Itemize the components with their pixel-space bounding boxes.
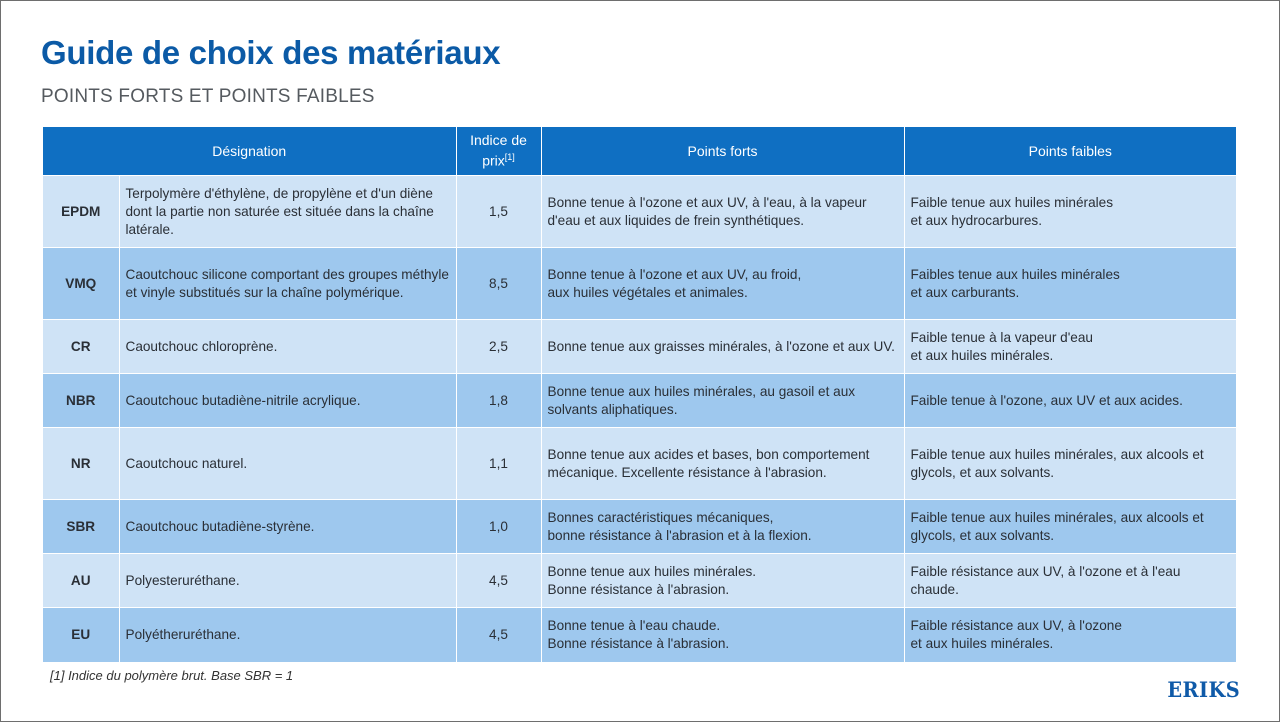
price-index-value: 4,5	[456, 554, 541, 608]
table-row	[43, 374, 1236, 428]
table-row	[43, 608, 1236, 662]
weaknesses-text: Faible résistance aux UV, à l'ozone et à l'eau chaude.	[904, 554, 1236, 608]
strengths-text: Bonne tenue aux graisses minérales, à l'ozone et aux UV.	[541, 320, 904, 374]
material-description: Polyesteruréthane.	[119, 554, 456, 608]
material-description: Caoutchouc butadiène-nitrile acrylique.	[119, 374, 456, 428]
header-weaknesses: Points faibles	[904, 127, 1236, 176]
materials-table	[43, 127, 1236, 662]
table-body	[43, 176, 1236, 662]
material-description: Polyétheruréthane.	[119, 608, 456, 662]
material-code: VMQ	[43, 248, 119, 320]
material-code: EU	[43, 608, 119, 662]
header-price-index-label: Indice de prix	[470, 132, 527, 169]
material-code: CR	[43, 320, 119, 374]
material-code: NBR	[43, 374, 119, 428]
material-description: Caoutchouc naturel.	[119, 428, 456, 500]
price-index-value: 2,5	[456, 320, 541, 374]
table-row	[43, 176, 1236, 248]
price-index-value: 4,5	[456, 608, 541, 662]
header-strengths: Points forts	[541, 127, 904, 176]
price-index-value: 8,5	[456, 248, 541, 320]
material-description: Caoutchouc butadiène-styrène.	[119, 500, 456, 554]
price-index-value: 1,0	[456, 500, 541, 554]
material-code: NR	[43, 428, 119, 500]
price-index-value: 1,1	[456, 428, 541, 500]
strengths-text: Bonne tenue aux huiles minérales, au gasoil et aux solvants aliphatiques.	[541, 374, 904, 428]
material-code: EPDM	[43, 176, 119, 248]
weaknesses-text: Faible résistance aux UV, à l'ozone et aux huiles minérales.	[904, 608, 1236, 662]
material-description: Caoutchouc silicone comportant des groupes méthyle et vinyle substitués sur la chaîne polymérique.	[119, 248, 456, 320]
weaknesses-text: Faible tenue à l'ozone, aux UV et aux acides.	[904, 374, 1236, 428]
strengths-text: Bonne tenue à l'ozone et aux UV, au froid, aux huiles végétales et animales.	[541, 248, 904, 320]
table-row	[43, 500, 1236, 554]
weaknesses-text: Faible tenue aux huiles minérales, aux alcools et glycols, et aux solvants.	[904, 500, 1236, 554]
strengths-text: Bonne tenue aux huiles minérales. Bonne résistance à l'abrasion.	[541, 554, 904, 608]
strengths-text: Bonne tenue à l'ozone et aux UV, à l'eau, à la vapeur d'eau et aux liquides de frein synthétiques.	[541, 176, 904, 248]
table-row	[43, 248, 1236, 320]
strengths-text: Bonnes caractéristiques mécaniques, bonne résistance à l'abrasion et à la flexion.	[541, 500, 904, 554]
page-title: Guide de choix des matériaux	[41, 34, 501, 71]
table-row	[43, 428, 1236, 500]
material-code: AU	[43, 554, 119, 608]
price-index-value: 1,8	[456, 374, 541, 428]
weaknesses-text: Faible tenue aux huiles minérales et aux hydrocarbures.	[904, 176, 1236, 248]
price-index-value: 1,5	[456, 176, 541, 248]
material-description: Terpolymère d'éthylène, de propylène et d'un diène dont la partie non saturée est située dans la chaîne latérale.	[119, 176, 456, 248]
weaknesses-text: Faible tenue aux huiles minérales, aux alcools et glycols, et aux solvants.	[904, 428, 1236, 500]
strengths-text: Bonne tenue à l'eau chaude. Bonne résistance à l'abrasion.	[541, 608, 904, 662]
header-designation: Désignation	[43, 127, 456, 176]
table-header-row	[43, 127, 1236, 176]
footnote: [1] Indice du polymère brut. Base SBR = 1	[50, 668, 294, 683]
material-code: SBR	[43, 500, 119, 554]
material-description: Caoutchouc chloroprène.	[119, 320, 456, 374]
table-row	[43, 320, 1236, 374]
weaknesses-text: Faibles tenue aux huiles minérales et aux carburants.	[904, 248, 1236, 320]
header-price-index	[456, 127, 541, 176]
header-price-index-note: [1]	[504, 152, 515, 163]
page-subtitle: POINTS FORTS ET POINTS FAIBLES	[41, 86, 375, 107]
strengths-text: Bonne tenue aux acides et bases, bon comportement mécanique. Excellente résistance à l'abrasion.	[541, 428, 904, 500]
weaknesses-text: Faible tenue à la vapeur d'eau et aux huiles minérales.	[904, 320, 1236, 374]
eriks-logo: ERIKS	[1167, 677, 1240, 702]
table-row	[43, 554, 1236, 608]
